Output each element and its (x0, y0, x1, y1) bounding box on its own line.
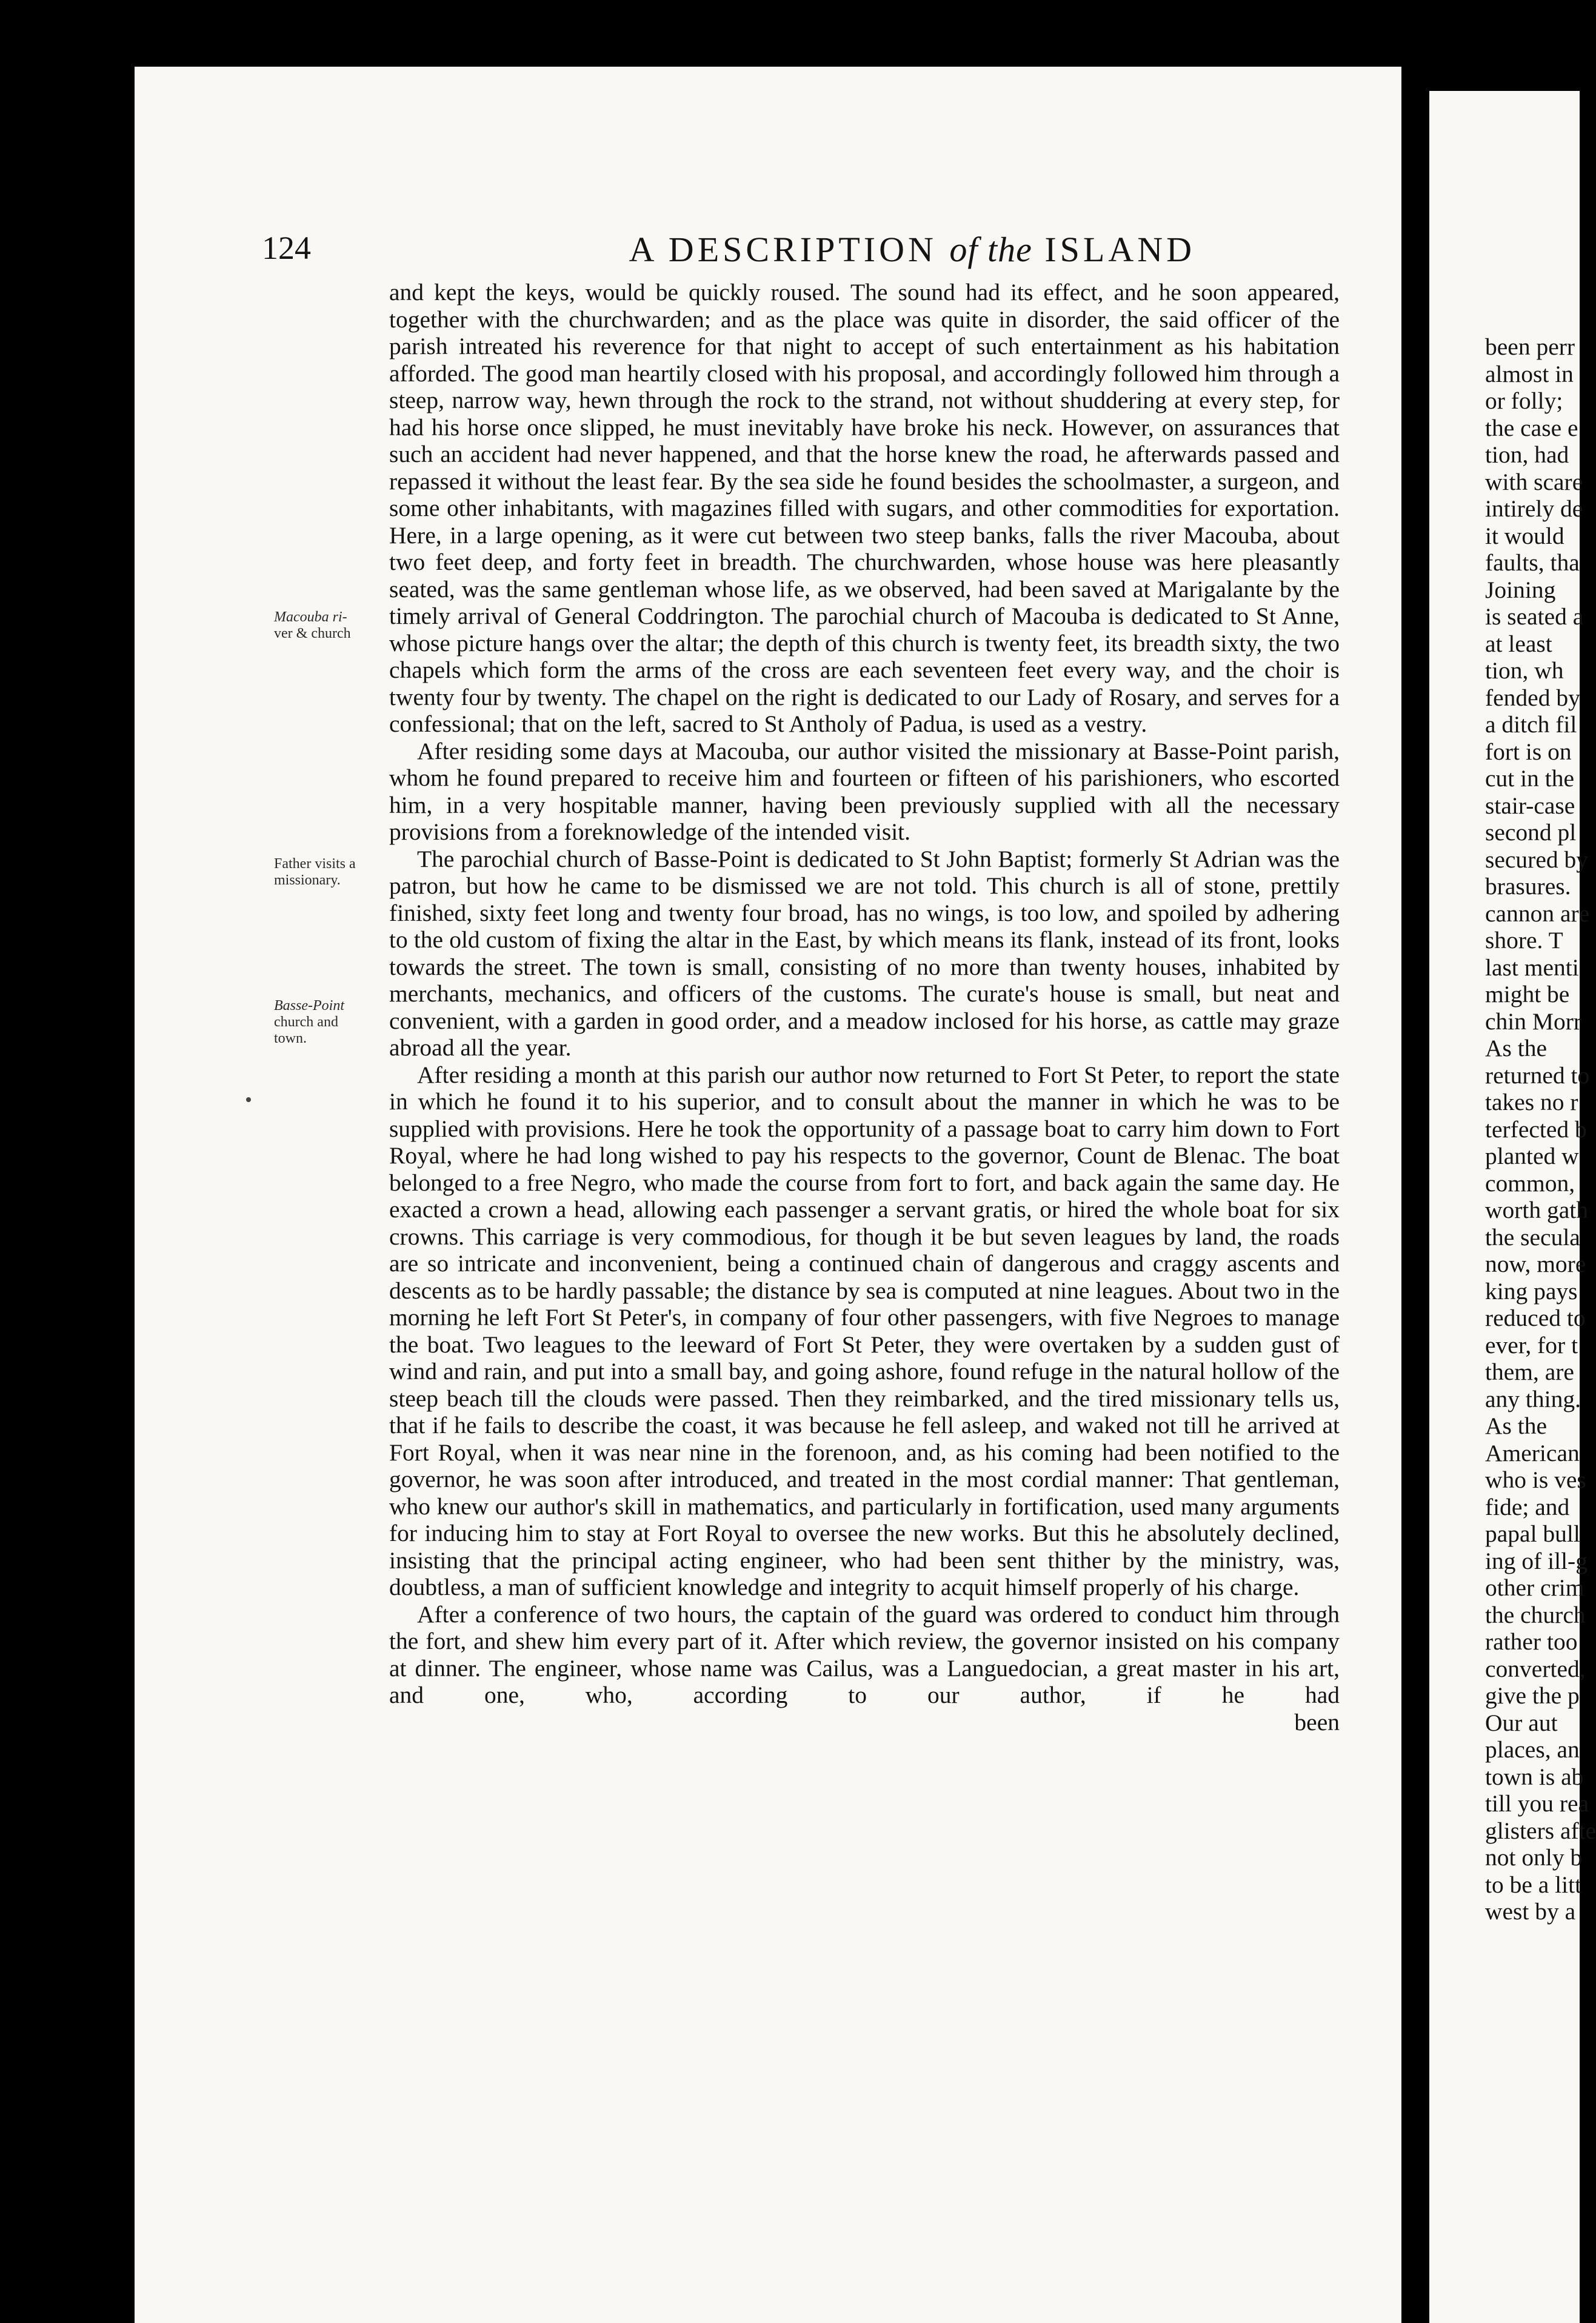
facing-page-line: places, an (1485, 1736, 1580, 1763)
margin-note-line: ver & church (274, 626, 351, 641)
facing-page-line: fort is on (1485, 738, 1572, 765)
page-header (262, 229, 1195, 272)
facing-page-line: with scare (1485, 468, 1583, 495)
facing-page-line: papal bull (1485, 1520, 1580, 1547)
facing-page-line: any thing. (1485, 1385, 1581, 1412)
facing-page-line: American (1485, 1439, 1580, 1466)
facing-page-line: faults, tha (1485, 549, 1580, 576)
facing-page-line: is seated a (1485, 603, 1584, 630)
facing-page-line: other crim (1485, 1574, 1584, 1601)
facing-page-line: the case e (1485, 414, 1578, 441)
facing-page-line: till you rea (1485, 1790, 1589, 1817)
facing-page-line: king pays (1485, 1277, 1578, 1305)
facing-page-line: last menti (1485, 954, 1579, 981)
facing-page-text (1485, 333, 1596, 1925)
paragraph: The parochial church of Basse-Point is dedicated to St John Baptist; formerly St Adrian was the patron, but how he came to be dismissed we are not told. This church is all of stone, prettily finished, sixty feet long and twenty four broad, has no wings, is too low, and spoiled by adhering to the old custom of fixing the altar in the East, by which means its flank, instead of its front, looks towards the street. The town is small, consisting of no more than twenty houses, inhabited by merchants, mechanics, and officers of the customs. The curate's house is small, but neat and convenient, with a garden in good order, and a meadow inclosed for his horse, as cattle may graze abroad all the year. (389, 845, 1340, 1061)
title-lead: A DESCRIPTION (629, 230, 937, 269)
facing-page-line: returned to (1485, 1061, 1590, 1089)
facing-page-line: As the (1485, 1035, 1548, 1061)
facing-page-line: second pl (1485, 819, 1577, 846)
facing-page-line: stair-case (1485, 792, 1575, 819)
facing-page-line: As the (1485, 1412, 1548, 1439)
paragraph: and kept the keys, would be quickly roused. The sound had its effect, and he soon appeared, together with the churchwarden; and as the place was quite in disorder, the said officer of the parish intreated his reverence for that night to accept of such entertainment as his habitation afforded. The good man heartily closed with his proposal, and accordingly followed him through a steep, narrow way, hewn through the rock to the strand, not without shuddering at every step, for had his horse once slipped, he must inevitably have broke his neck. However, on assurances that such an accident had never happened, and that the horse knew the road, he afterwards passed and repassed it without the least fear. By the sea side he found besides the schoolmaster, a surgeon, and some other inhabitants, with magazines filled with sugars, and other commodities for exportation. Here, in a large opening, as it were cut between two steep banks, falls the river Macouba, about two feet deep, and forty feet in breadth. The churchwarden, whose house was here pleasantly seated, was the same gentleman whose life, as we observed, had been saved at Marigalante by the timely arrival of General Coddrington. The parochial church of Macouba is dedicated to St Anne, whose picture hangs over the altar; the depth of this church is twenty feet, its breadth sixty, the two chapels which form the arms of the cross are each seventeen feet every way, and the choir is twenty four by twenty. The chapel on the right is dedicated to our Lady of Rosary, and serves for a confessional; that on the left, sacred to St Antholy of Padua, is used as a vestry. (389, 279, 1340, 737)
facing-page-line: a ditch fil (1485, 711, 1577, 738)
catchword: been (1294, 1708, 1340, 1736)
facing-page-line: the church (1485, 1601, 1586, 1628)
ink-spot (246, 1097, 251, 1102)
facing-page-line: secured by (1485, 846, 1588, 873)
facing-page-line: almost in (1485, 360, 1574, 387)
margin-note-line: Basse-Point (274, 998, 344, 1014)
margin-note-father-visits (274, 856, 382, 889)
facing-page-line: who is ves (1485, 1466, 1586, 1493)
margin-note-line: town. (274, 1031, 307, 1046)
facing-page-line: town is ab (1485, 1763, 1584, 1790)
facing-page-line: not only b (1485, 1844, 1583, 1871)
facing-page-line: tion, wh (1485, 657, 1564, 684)
facing-page-line: Our aut (1485, 1709, 1558, 1736)
facing-page-line: the secula (1485, 1223, 1580, 1251)
paragraph: After residing some days at Macouba, our author visited the missionary at Basse-Point parish, whom he found prepared to receive him and fourteen or fifteen of his parishioners, who escorted him, in a very hospitable manner, having been previously supplied with all the necessary provisions from a foreknowledge of the intended visit. (389, 737, 1340, 845)
facing-page-line: terfected b (1485, 1115, 1587, 1143)
facing-page-line: might be (1485, 981, 1570, 1008)
facing-page-line: chin Morr (1485, 1008, 1582, 1035)
facing-page-line: common, (1485, 1169, 1575, 1197)
facing-page-line: at least (1485, 630, 1552, 657)
facing-page-line: been perr (1485, 333, 1575, 360)
facing-page-line: takes no r (1485, 1089, 1578, 1115)
facing-page-line: give the p (1485, 1682, 1580, 1709)
title-of: of the (949, 230, 1032, 269)
facing-page-line: it would (1485, 522, 1564, 549)
margin-note-line: missionary. (274, 872, 341, 888)
page-number: 124 (262, 230, 311, 266)
facing-page-line: rather too (1485, 1628, 1578, 1655)
facing-page-line: now, more (1485, 1251, 1586, 1277)
facing-page-line: cut in the (1485, 765, 1574, 792)
facing-page-line: glisters afte (1485, 1817, 1596, 1844)
facing-page-line: Joining (1485, 576, 1556, 603)
facing-page-line: west by a (1485, 1898, 1576, 1925)
facing-page-line: cannon are (1485, 900, 1590, 927)
facing-page-line: them, are (1485, 1359, 1574, 1385)
margin-note-line: Macouba ri- (274, 609, 347, 625)
margin-note-line: church and (274, 1014, 338, 1030)
facing-page-line: brasures. (1485, 873, 1571, 900)
margin-note-basse-point (274, 998, 382, 1047)
margin-note-macouba (274, 609, 382, 642)
paragraph: After residing a month at this parish our author now returned to Fort St Peter, to report the state in which he found it to his superior, and to consult about the manner in which he was to be supplied with provisions. Here he took the opportunity of a passage boat to carry him down to Fort Royal, where he had long wished to pay his respects to the governor, Count de Blenac. The boat belonged to a free Negro, who made the course from fort to fort, and back again the same day. He exacted a crown a head, allowing each passenger a servant gratis, or hired the whole boat for six crowns. This carriage is very commodious, for though it be but seven leagues by land, the roads are so intricate and inconvenient, being a continued chain of dangerous and craggy ascents and descents as to be hardly passable; the distance by sea is computed at nine leagues. About two in the morning he left Fort St Peter's, in company of four other passengers, with five Negroes to manage the boat. Two leagues to the leeward of Fort St Peter, they were overtaken by a sudden gust of wind and rain, and put into a small bay, and going ashore, found refuge in the natural hollow of the steep beach till the clouds were passed. Then they reimbarked, and the tired missionary tells us, that if he fails to describe the coast, it was because he fell asleep, and waked not till he arrived at Fort Royal, when it was near nine in the forenoon, and, as his coming had been notified to the governor, he was soon after introduced, and treated in the most cordial manner: That gentleman, who knew our author's skill in mathematics, and particularly in fortification, used many arguments for inducing him to stay at Fort Royal to oversee the new works. But this he absolutely declined, insisting that the principal acting engineer, who had been sent thither by the ministry, was, doubtless, a man of sufficient knowledge and integrity to acquit himself properly of his charge. (389, 1061, 1340, 1600)
facing-page-line: or folly; (1485, 387, 1563, 414)
facing-page-line: tion, had (1485, 441, 1569, 468)
facing-page-line: intirely de (1485, 495, 1583, 522)
facing-page-line: worth gath (1485, 1197, 1589, 1223)
facing-page-line: ever, for t (1485, 1331, 1578, 1359)
paragraph: After a conference of two hours, the captain of the guard was ordered to conduct him through the fort, and shew him every part of it. After which review, the governor insisted on his company at dinner. The engineer, whose name was Cailus, was a Languedocian, a great master in his art, and one, who, according to our author, if he had (389, 1600, 1340, 1708)
facing-page-line: to be a litt (1485, 1871, 1582, 1898)
body-text (389, 279, 1340, 1736)
facing-page-line: planted w (1485, 1143, 1579, 1169)
facing-page-line: fended by (1485, 684, 1580, 711)
facing-page-line: reduced to (1485, 1305, 1586, 1331)
margin-note-line: Father visits a (274, 856, 356, 872)
facing-page-line: fide; and (1485, 1493, 1570, 1520)
facing-page-line: ing of ill-g (1485, 1547, 1588, 1574)
book-page-right-fragment (1429, 91, 1596, 2323)
title-tail: ISLAND (1044, 230, 1195, 269)
facing-page-line: converted, (1485, 1655, 1586, 1682)
running-title (629, 229, 1195, 270)
facing-page-line: shore. T (1485, 927, 1563, 954)
